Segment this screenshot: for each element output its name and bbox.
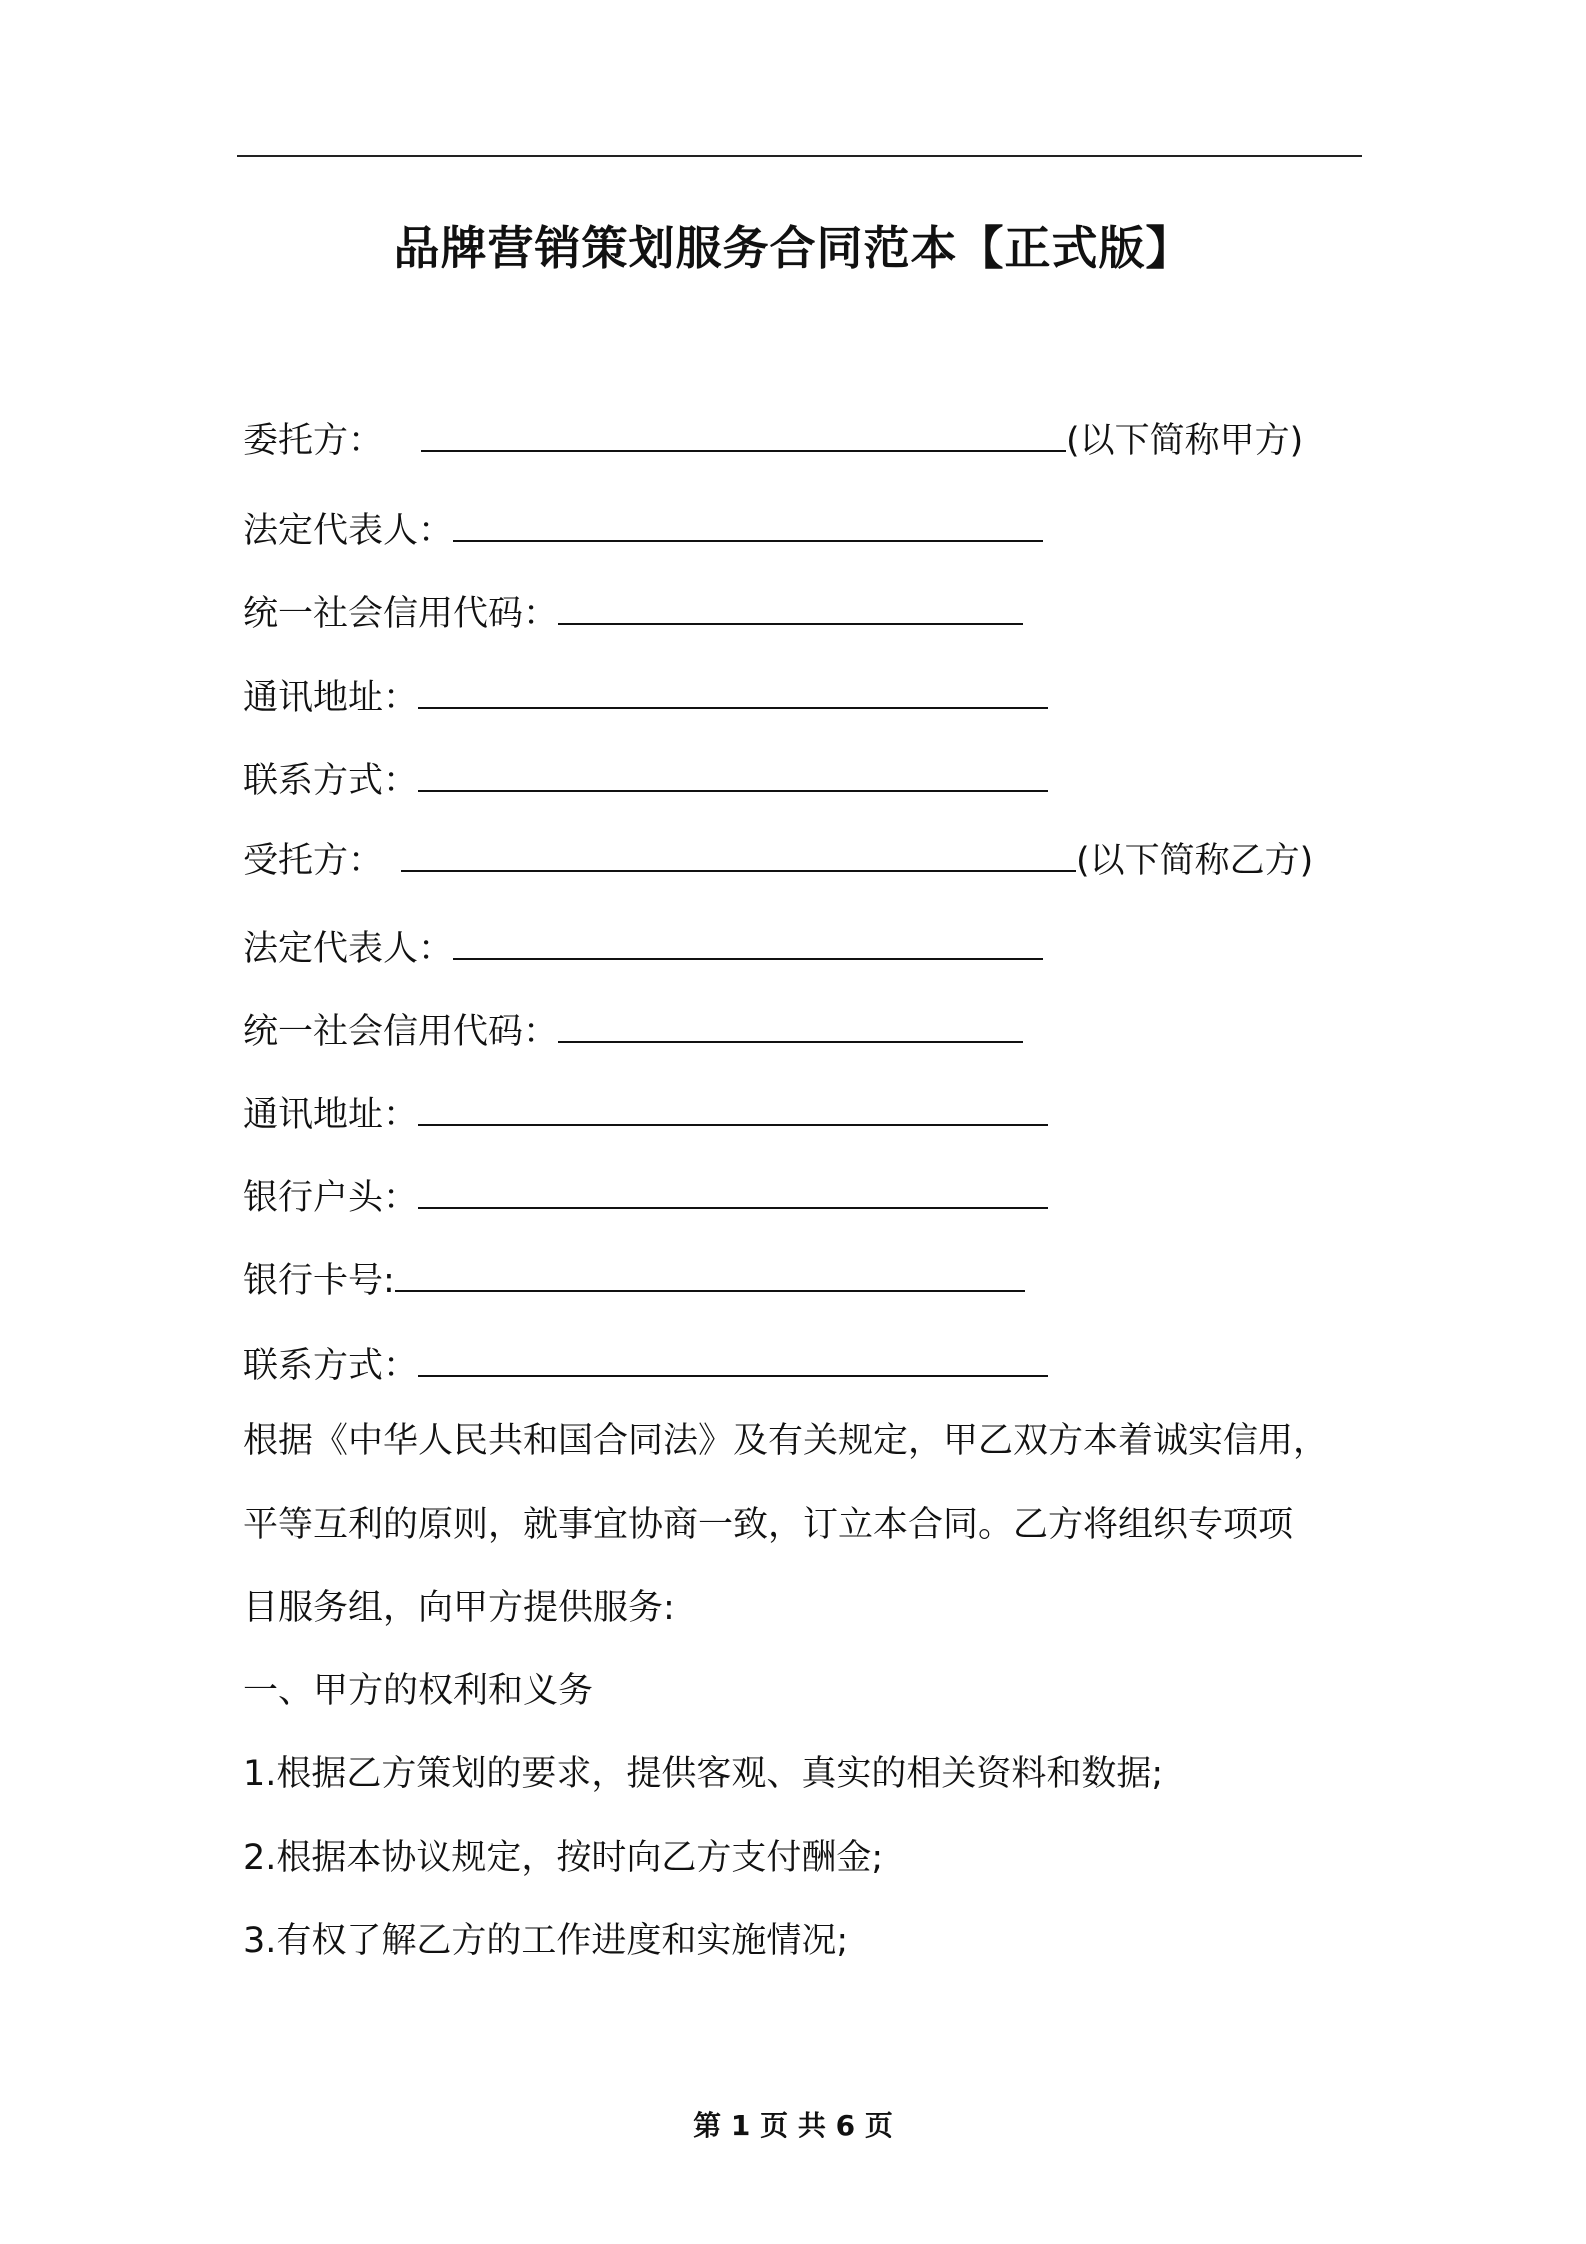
party-b-trustee-suffix: (以下简称乙方): [1076, 841, 1314, 881]
party-b-address-line: [243, 1094, 1048, 1133]
preamble-line-2: 平等互利的原则，就事宜协商一致，订立本合同。乙方将组织专项项: [243, 1505, 1294, 1545]
party-b-bank-account-name-field[interactable]: [418, 1177, 1048, 1209]
party-a-credit-code-label: 统一社会信用代码：: [243, 594, 559, 634]
party-b-contact-field[interactable]: [418, 1345, 1048, 1377]
party-a-rep-field[interactable]: [453, 510, 1043, 542]
section-1-item-3: 3.有权了解乙方的工作进度和实施情况;: [243, 1921, 849, 1961]
party-b-contact-line: [243, 1345, 1048, 1384]
party-b-rep-field[interactable]: [453, 928, 1043, 960]
party-b-bank-card-field[interactable]: [395, 1260, 1025, 1292]
party-a-rep-label: 法定代表人：: [243, 511, 454, 551]
party-a-address-label: 通讯地址：: [243, 678, 419, 718]
section-1-heading: 一、甲方的权利和义务: [243, 1671, 594, 1711]
party-a-address-line: [243, 677, 1048, 716]
party-b-trustee-field[interactable]: [401, 840, 1076, 872]
document-title: 品牌营销策划服务合同范本【正式版】: [393, 221, 1193, 275]
party-b-bank-account-name-label: 银行户头：: [243, 1178, 419, 1218]
page-indicator: 第 1 页 共 6 页: [693, 2109, 893, 2142]
party-b-rep-label: 法定代表人：: [243, 929, 454, 969]
party-a-contact-label: 联系方式：: [243, 761, 419, 801]
section-1-item-1: 1.根据乙方策划的要求，提供客观、真实的相关资料和数据;: [243, 1754, 1164, 1794]
party-a-credit-code-line: [243, 593, 1023, 632]
party-a-client-line: [243, 420, 1303, 459]
party-a-credit-code-field[interactable]: [558, 593, 1023, 625]
party-a-client-field[interactable]: [421, 420, 1066, 452]
preamble-line-1: 根据《中华人民共和国合同法》及有关规定，甲乙双方本着诚实信用，: [243, 1421, 1329, 1461]
party-a-rep-line: [243, 510, 1043, 549]
party-b-bank-card-line: [243, 1260, 1025, 1299]
header-rule: [237, 155, 1362, 157]
party-a-address-field[interactable]: [418, 677, 1048, 709]
party-b-address-field[interactable]: [418, 1094, 1048, 1126]
party-b-bank-card-label: 银行卡号:: [243, 1261, 395, 1301]
party-a-contact-field[interactable]: [418, 760, 1048, 792]
preamble-line-3: 目服务组，向甲方提供服务:: [243, 1588, 675, 1628]
party-a-client-label: 委托方：: [243, 421, 384, 461]
party-a-contact-line: [243, 760, 1048, 799]
party-b-address-label: 通讯地址：: [243, 1095, 419, 1135]
section-1-item-2: 2.根据本协议规定，按时向乙方支付酬金;: [243, 1838, 884, 1878]
party-b-credit-code-field[interactable]: [558, 1011, 1023, 1043]
party-b-trustee-label: 受托方：: [243, 841, 384, 881]
party-b-rep-line: [243, 928, 1043, 967]
party-a-client-suffix: (以下简称甲方): [1066, 421, 1304, 461]
party-b-bank-account-name-line: [243, 1177, 1048, 1216]
party-b-contact-label: 联系方式：: [243, 1346, 419, 1386]
party-b-credit-code-line: [243, 1011, 1023, 1050]
party-b-trustee-line: [243, 840, 1313, 879]
party-b-credit-code-label: 统一社会信用代码：: [243, 1012, 559, 1052]
